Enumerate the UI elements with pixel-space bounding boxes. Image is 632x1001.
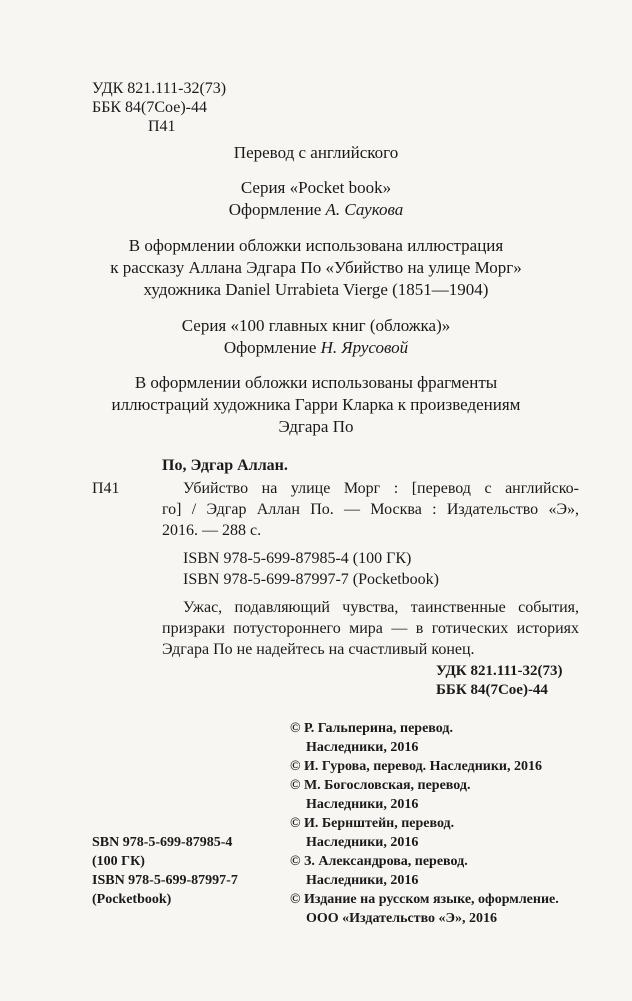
copyright-line: Наследники, 2016	[306, 797, 419, 812]
series-100-books-design	[0, 337, 632, 359]
copyright-line: ООО «Издательство «Э», 2016	[306, 911, 498, 926]
catalog-isbn-1: ISBN 978-5-699-87985-4 (100 ГК)	[183, 550, 412, 567]
isbn-block-line-2: (100 ГК)	[92, 854, 145, 869]
catalog-line-2: го] / Эдгар Аллан По. — Москва : Издательство «Э»,	[162, 501, 579, 518]
annotation-line-3: Эдгара По не надейтесь на счастливый конец.	[162, 641, 475, 658]
copyright-line: © Издание на русском языке, оформление.	[290, 892, 559, 907]
author-heading: По, Эдгар Аллан.	[162, 457, 288, 474]
catalog-line-1: Убийство на улице Морг : [перевод с английско-	[183, 480, 579, 497]
cover-illustration-line-2: к рассказу Аллана Эдгара По «Убийство на улице Морг»	[110, 258, 522, 277]
cover-fragments-line-3: Эдгара По	[278, 417, 354, 436]
copyright-line: Наследники, 2016	[306, 835, 419, 850]
catalog-code: П41	[92, 480, 120, 497]
cover-illustration-line-3: художника Daniel Urrabieta Vierge (1851—1904)	[143, 280, 489, 299]
translation-note: Перевод с английского	[233, 143, 399, 162]
annotation-line-2: призраки потустороннего мира — в готических историях	[162, 620, 579, 637]
copyright-line: Наследники, 2016	[306, 873, 419, 888]
isbn-block-line-1: SBN 978-5-699-87985-4	[92, 835, 233, 850]
header-udk: УДК 821.111-32(73)	[92, 80, 227, 97]
cover-illustration-line-1: В оформлении обложки использована иллюстрация	[128, 236, 504, 255]
copyright-line: Наследники, 2016	[306, 740, 419, 755]
copyright-line: © З. Александрова, перевод.	[290, 854, 468, 869]
isbn-block-line-3: ISBN 978-5-699-87997-7	[92, 873, 238, 888]
cover-fragments-line-1: В оформлении обложки использованы фрагменты	[134, 373, 498, 392]
designer-name: Н. Ярусовой	[320, 338, 409, 357]
design-prefix: Оформление	[228, 200, 326, 219]
series-100-books: Серия «100 главных книг (обложка)»	[181, 316, 451, 335]
catalog-line-3: 2016. — 288 с.	[162, 522, 262, 539]
header-p-code: П41	[148, 118, 176, 135]
designer-name: А. Саукова	[325, 200, 404, 219]
design-prefix: Оформление	[223, 338, 321, 357]
catalog-bbk: ББК 84(7Сое)-44	[436, 682, 548, 698]
copyright-line: © Р. Гальперина, перевод.	[290, 721, 453, 736]
cover-fragments-line-2: иллюстраций художника Гарри Кларка к произведениям	[111, 395, 521, 414]
copyright-line: © И. Гурова, перевод. Наследники, 2016	[290, 759, 542, 774]
series-pocket-book: Серия «Pocket book»	[240, 178, 392, 197]
copyright-line: © И. Бернштейн, перевод.	[290, 816, 455, 831]
catalog-udk: УДК 821.111-32(73)	[436, 663, 563, 679]
header-bbk: ББК 84(7Сое)-44	[92, 99, 207, 116]
catalog-isbn-2: ISBN 978-5-699-87997-7 (Pocketbook)	[183, 571, 439, 588]
isbn-block-line-4: (Pocketbook)	[92, 892, 172, 907]
annotation-line-1: Ужас, подавляющий чувства, таинственные события,	[183, 599, 579, 616]
series-pocket-book-design	[0, 199, 632, 221]
copyright-line: © М. Богословская, перевод.	[290, 778, 471, 793]
